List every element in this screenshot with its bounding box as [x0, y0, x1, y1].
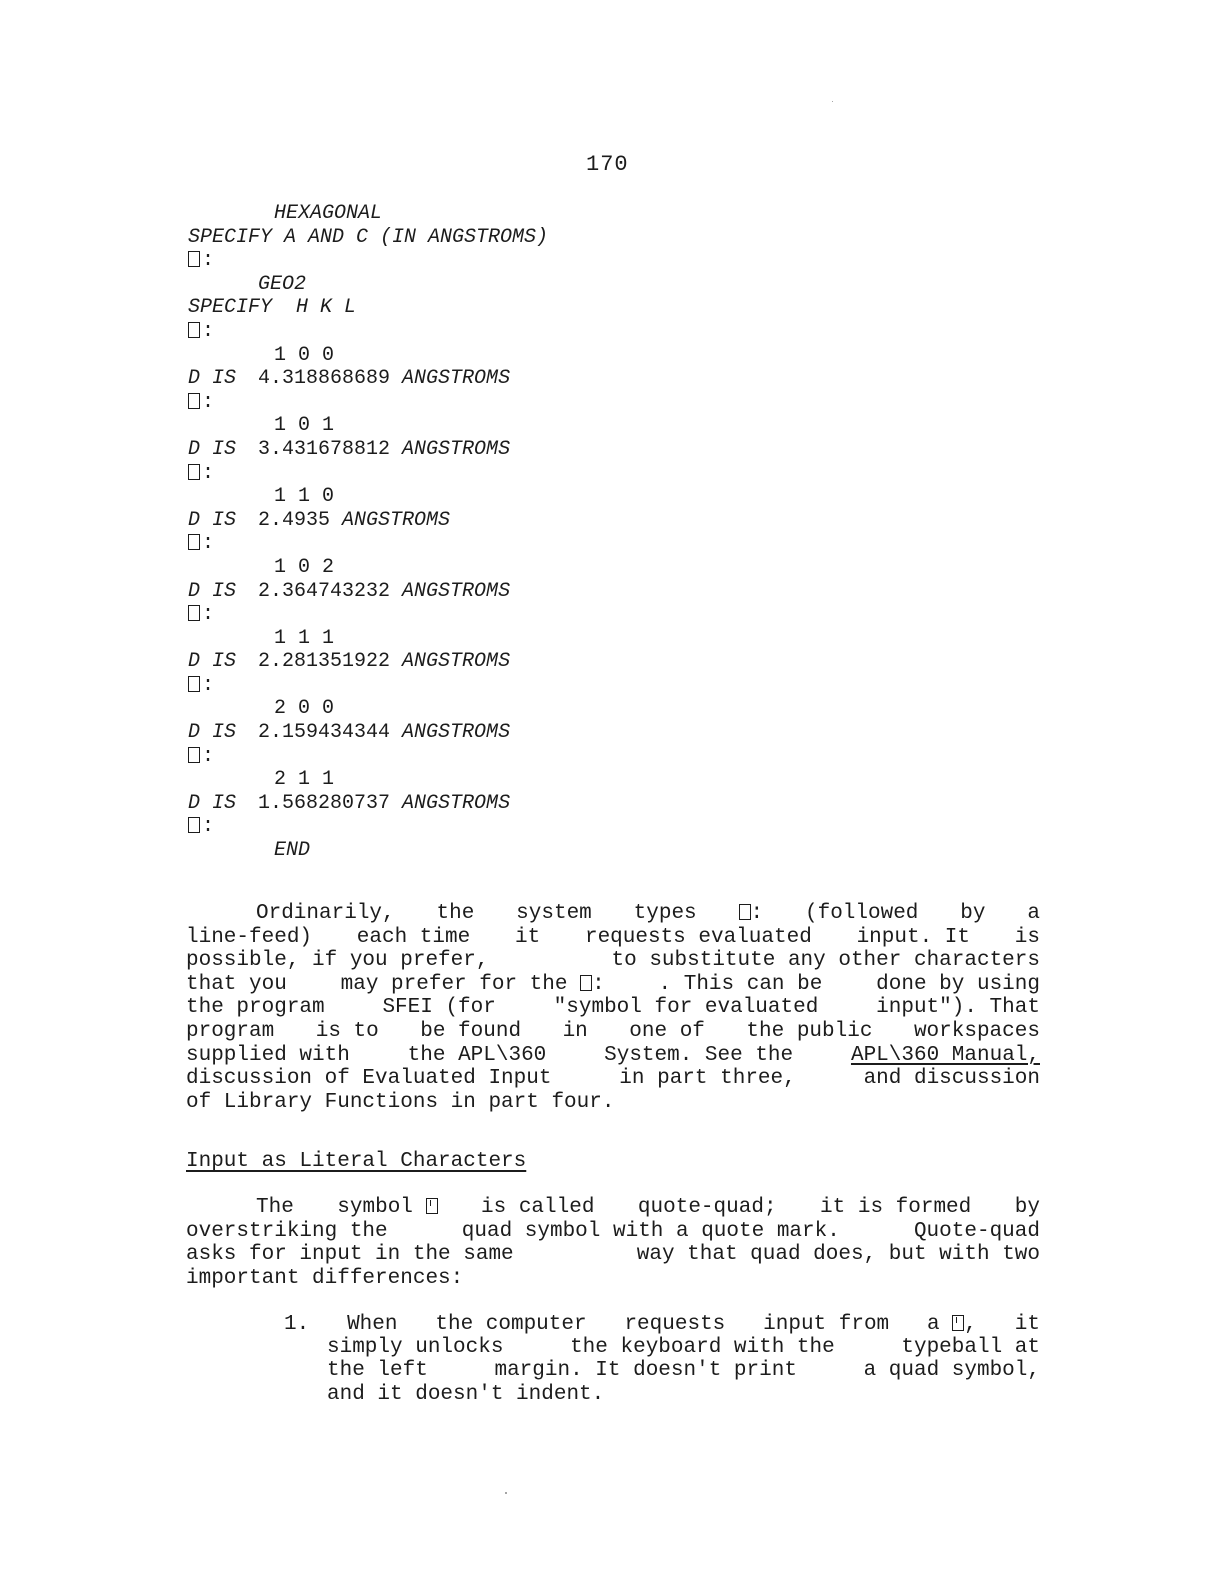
- d-result: D IS 2.281351922 ANGSTROMS: [188, 650, 511, 674]
- quad-icon: [188, 251, 200, 267]
- quad-icon: [188, 393, 200, 409]
- text-line: supplied with the APL\360 System. See the APL\360 Manual,: [186, 1043, 1040, 1067]
- text-line: the program SFEI (for "symbol for evaluated input"). That: [186, 996, 1040, 1020]
- hkl-input: 1 1 0: [274, 485, 335, 509]
- text-line: asks for input in the same way that quad does, but with two: [186, 1243, 1040, 1267]
- d-value: 2.281351922: [258, 650, 391, 674]
- text-line: and it doesn't indent.: [327, 1382, 605, 1406]
- d-result: D IS 3.431678812 ANGSTROMS: [188, 437, 511, 461]
- geo2-command: GEO2: [258, 272, 307, 296]
- quad-icon: [188, 747, 200, 763]
- quad-icon: [188, 817, 200, 833]
- quad-icon: [580, 975, 592, 991]
- end-label: END: [274, 839, 311, 863]
- quote-quad-icon: [952, 1315, 964, 1331]
- d-value: 2.4935: [258, 508, 331, 532]
- d-result: D IS 4.318868689 ANGSTROMS: [188, 367, 511, 391]
- hkl-input: 2 0 0: [274, 697, 335, 721]
- quad-icon: [188, 605, 200, 621]
- d-value: 4.318868689: [258, 367, 391, 391]
- section-heading: Input as Literal Characters: [186, 1150, 527, 1173]
- text-line: The symbol is called quote-quad; it is formed by: [256, 1196, 1040, 1219]
- d-value: 2.159434344: [258, 721, 391, 745]
- text-line: of Library Functions in part four.: [186, 1090, 615, 1114]
- quad-prompt: :: [188, 815, 548, 839]
- text-line: Ordinarily, the system types : (followed by a: [256, 902, 1040, 925]
- quad-prompt: :: [188, 391, 548, 415]
- quad-icon: [188, 464, 200, 480]
- quad-prompt: :: [188, 603, 548, 627]
- quote-quad-icon: [426, 1198, 438, 1214]
- apl-session-transcript: [188, 202, 548, 863]
- quad-icon: [188, 534, 200, 550]
- hkl-input: 1 0 2: [274, 555, 335, 579]
- text-line: overstriking the quad symbol with a quote mark. Quote-quad: [186, 1219, 1040, 1243]
- d-result: D IS 2.159434344 ANGSTROMS: [188, 721, 511, 745]
- list-item: 1. When the computer requests input from a , it: [284, 1313, 1040, 1336]
- d-value: 1.568280737: [258, 791, 391, 815]
- quad-prompt: :: [188, 320, 548, 344]
- quad-icon: [188, 676, 200, 692]
- quad-prompt: :: [188, 532, 548, 556]
- quad-prompt: :: [188, 745, 548, 769]
- d-value: 2.364743232: [258, 579, 391, 603]
- hkl-input: 1 1 1: [274, 626, 335, 650]
- text-line: simply unlocks the keyboard with the typeball at: [327, 1336, 1040, 1360]
- text-line: line-feed) each time it requests evaluated input. It is: [186, 925, 1040, 949]
- d-result: D IS 2.4935 ANGSTROMS: [188, 508, 451, 532]
- paragraph-evaluated-input: [186, 902, 1040, 1114]
- text-line: possible, if you prefer, to substitute any other characters: [186, 949, 1040, 973]
- quad-icon: [739, 904, 751, 920]
- text-line: important differences:: [186, 1266, 464, 1290]
- quad-prompt: :: [188, 462, 548, 486]
- d-result: D IS 2.364743232 ANGSTROMS: [188, 579, 511, 603]
- specify-a-c-prompt: SPECIFY A AND C (IN ANGSTROMS): [188, 225, 549, 249]
- hkl-input: 1 0 1: [274, 414, 335, 438]
- scan-speck: [505, 1492, 507, 1494]
- text-line: the left margin. It doesn't print a quad symbol,: [327, 1359, 1040, 1383]
- hkl-input: 2 1 1: [274, 768, 335, 792]
- quad-icon: [188, 322, 200, 338]
- list-number: 1.: [284, 1313, 310, 1336]
- manual-reference: APL\360 Manual,: [850, 1043, 1040, 1067]
- quad-prompt: :: [188, 249, 548, 273]
- text-line: that you may prefer for the : . This can be done by using: [186, 972, 1040, 996]
- hexagonal-label: HEXAGONAL: [274, 202, 383, 225]
- text-line: discussion of Evaluated Input in part three, and discussion: [186, 1067, 1040, 1091]
- paragraph-quote-quad: [186, 1196, 1040, 1290]
- d-result: D IS 1.568280737 ANGSTROMS: [188, 791, 511, 815]
- scan-speck: [832, 101, 833, 102]
- specify-hkl-prompt: SPECIFY H K L: [188, 296, 357, 320]
- page-number: 170: [586, 152, 629, 177]
- differences-list: [284, 1313, 1040, 1406]
- d-value: 3.431678812: [258, 437, 391, 461]
- hkl-input: 1 0 0: [274, 343, 335, 367]
- quad-prompt: :: [188, 674, 548, 698]
- text-line: program is to be found in one of the public workspaces: [186, 1019, 1040, 1043]
